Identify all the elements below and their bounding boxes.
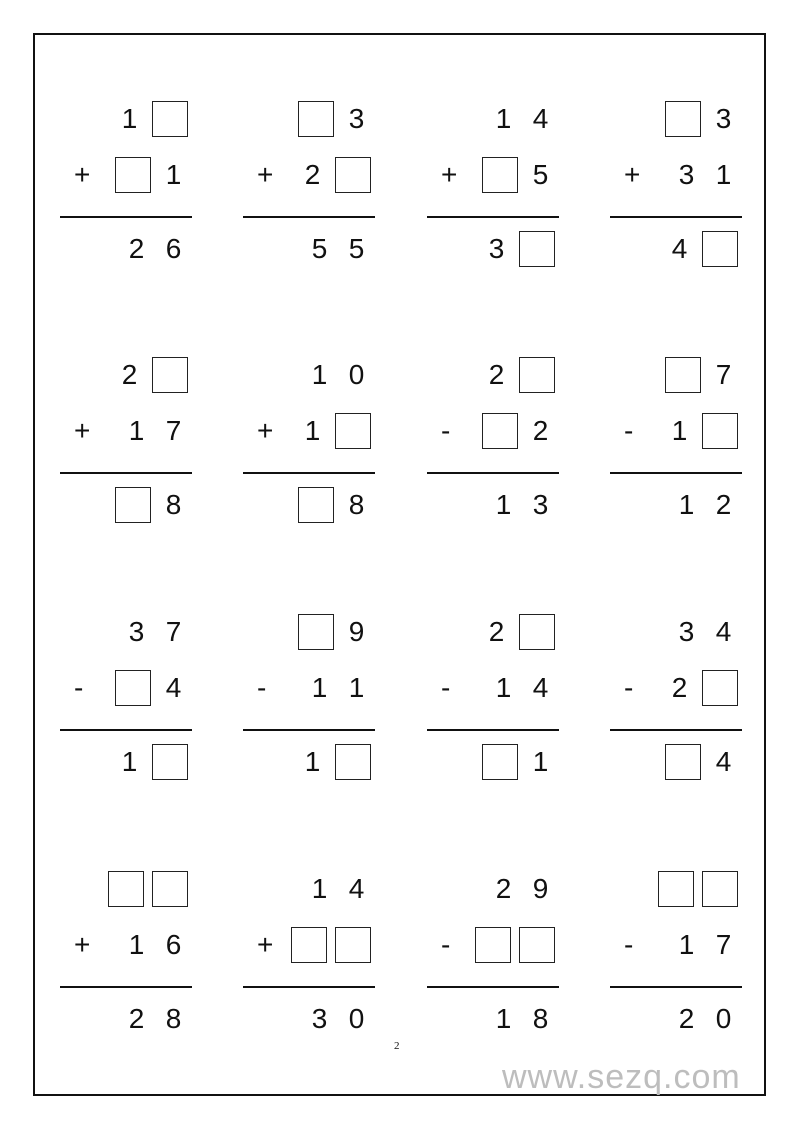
operator-sign: +: [74, 929, 91, 960]
result-number: [610, 486, 742, 524]
digit: 3: [678, 159, 695, 190]
digit: 1: [165, 159, 182, 190]
answer-box[interactable]: [108, 871, 144, 907]
top-number: [610, 870, 742, 908]
answer-box[interactable]: [152, 357, 188, 393]
second-number: [427, 156, 559, 194]
digit: 1: [678, 489, 695, 520]
answer-box[interactable]: [335, 157, 371, 193]
answer-box[interactable]: [519, 231, 555, 267]
answer-box[interactable]: [291, 927, 327, 963]
top-number: [243, 356, 375, 394]
operator-sign: +: [624, 159, 641, 190]
answer-box[interactable]: [702, 670, 738, 706]
sum-line: [427, 472, 559, 474]
second-number: [427, 669, 559, 707]
sum-line: [243, 216, 375, 218]
answer-box[interactable]: [658, 871, 694, 907]
digit: 2: [671, 672, 688, 703]
sum-line: [427, 986, 559, 988]
result-number: [60, 1000, 192, 1038]
result-number: [60, 486, 192, 524]
answer-box[interactable]: [482, 157, 518, 193]
digit: 2: [128, 1003, 145, 1034]
operator-sign: -: [441, 672, 451, 703]
digit: 1: [128, 929, 145, 960]
answer-box[interactable]: [665, 744, 701, 780]
answer-box[interactable]: [335, 744, 371, 780]
digit: 1: [532, 746, 549, 777]
second-number: [243, 156, 375, 194]
result-number: [243, 743, 375, 781]
top-number: [60, 613, 192, 651]
top-number: [610, 356, 742, 394]
digit: 8: [348, 489, 365, 520]
digit: 1: [671, 415, 688, 446]
problem: [427, 100, 559, 270]
problem: [243, 613, 375, 783]
top-number: [60, 100, 192, 138]
problem: [243, 870, 375, 1040]
digit: 3: [311, 1003, 328, 1034]
result-number: [243, 230, 375, 268]
problem: [610, 100, 742, 270]
digit: 1: [304, 746, 321, 777]
answer-box[interactable]: [152, 744, 188, 780]
digit: 4: [532, 672, 549, 703]
problem: [60, 613, 192, 783]
sum-line: [60, 216, 192, 218]
digit: 3: [488, 233, 505, 264]
result-number: [243, 486, 375, 524]
answer-box[interactable]: [115, 487, 151, 523]
digit: 1: [121, 746, 138, 777]
answer-box[interactable]: [115, 670, 151, 706]
sum-line: [610, 729, 742, 731]
digit: 2: [532, 415, 549, 446]
second-number: [243, 412, 375, 450]
operator-sign: +: [257, 415, 274, 446]
digit: 3: [348, 103, 365, 134]
answer-box[interactable]: [335, 927, 371, 963]
problem: [243, 356, 375, 526]
problem: [610, 613, 742, 783]
digit: 1: [495, 489, 512, 520]
answer-box[interactable]: [298, 614, 334, 650]
digit: 1: [348, 672, 365, 703]
digit: 2: [488, 359, 505, 390]
digit: 3: [532, 489, 549, 520]
answer-box[interactable]: [519, 614, 555, 650]
problem: [60, 870, 192, 1040]
digit: 4: [165, 672, 182, 703]
digit: 1: [311, 672, 328, 703]
answer-box[interactable]: [702, 871, 738, 907]
second-number: [427, 412, 559, 450]
digit: 2: [715, 489, 732, 520]
digit: 9: [532, 873, 549, 904]
top-number: [243, 870, 375, 908]
sum-line: [610, 216, 742, 218]
operator-sign: +: [257, 929, 274, 960]
sum-line: [610, 472, 742, 474]
digit: 7: [715, 929, 732, 960]
second-number: [610, 156, 742, 194]
answer-box[interactable]: [152, 871, 188, 907]
answer-box[interactable]: [298, 487, 334, 523]
digit: 2: [678, 1003, 695, 1034]
operator-sign: -: [624, 929, 634, 960]
digit: 7: [165, 415, 182, 446]
top-number: [610, 100, 742, 138]
problem: [427, 870, 559, 1040]
second-number: [427, 926, 559, 964]
digit: 3: [678, 616, 695, 647]
second-number: [610, 926, 742, 964]
digit: 5: [348, 233, 365, 264]
digit: 8: [532, 1003, 549, 1034]
result-number: [60, 743, 192, 781]
problem: [60, 356, 192, 526]
digit: 8: [165, 1003, 182, 1034]
second-number: [60, 412, 192, 450]
second-number: [60, 926, 192, 964]
sum-line: [60, 986, 192, 988]
answer-box[interactable]: [519, 927, 555, 963]
digit: 6: [165, 929, 182, 960]
top-number: [427, 356, 559, 394]
digit: 1: [495, 672, 512, 703]
digit: 1: [128, 415, 145, 446]
digit: 6: [165, 233, 182, 264]
digit: 4: [715, 616, 732, 647]
sum-line: [427, 729, 559, 731]
digit: 1: [495, 1003, 512, 1034]
digit: 5: [532, 159, 549, 190]
digit: 2: [304, 159, 321, 190]
top-number: [60, 870, 192, 908]
digit: 2: [121, 359, 138, 390]
digit: 1: [311, 873, 328, 904]
result-number: [427, 743, 559, 781]
answer-box[interactable]: [298, 101, 334, 137]
problem: [610, 870, 742, 1040]
second-number: [243, 926, 375, 964]
second-number: [60, 669, 192, 707]
digit: 4: [532, 103, 549, 134]
answer-box[interactable]: [519, 357, 555, 393]
digit: 0: [715, 1003, 732, 1034]
operator-sign: -: [441, 929, 451, 960]
digit: 0: [348, 359, 365, 390]
top-number: [60, 356, 192, 394]
top-number: [610, 613, 742, 651]
digit: 2: [495, 873, 512, 904]
answer-box[interactable]: [475, 927, 511, 963]
digit: 7: [165, 616, 182, 647]
answer-box[interactable]: [335, 413, 371, 449]
operator-sign: -: [624, 672, 634, 703]
digit: 1: [715, 159, 732, 190]
digit: 1: [121, 103, 138, 134]
digit: 9: [348, 616, 365, 647]
result-number: [427, 230, 559, 268]
answer-box[interactable]: [482, 744, 518, 780]
sum-line: [60, 729, 192, 731]
digit: 2: [488, 616, 505, 647]
problem: [60, 100, 192, 270]
problem: [243, 100, 375, 270]
result-number: [427, 1000, 559, 1038]
sum-line: [610, 986, 742, 988]
top-number: [243, 613, 375, 651]
operator-sign: +: [257, 159, 274, 190]
answer-box[interactable]: [702, 231, 738, 267]
sum-line: [243, 986, 375, 988]
answer-box[interactable]: [482, 413, 518, 449]
answer-box[interactable]: [115, 157, 151, 193]
second-number: [243, 669, 375, 707]
digit: 5: [311, 233, 328, 264]
operator-sign: +: [74, 415, 91, 446]
second-number: [610, 669, 742, 707]
second-number: [610, 412, 742, 450]
sum-line: [427, 216, 559, 218]
operator-sign: +: [441, 159, 458, 190]
digit: 4: [715, 746, 732, 777]
digit: 1: [311, 359, 328, 390]
digit: 8: [165, 489, 182, 520]
digit: 3: [128, 616, 145, 647]
operator-sign: -: [74, 672, 84, 703]
sum-line: [243, 472, 375, 474]
problem: [610, 356, 742, 526]
answer-box[interactable]: [665, 101, 701, 137]
result-number: [610, 743, 742, 781]
top-number: [427, 613, 559, 651]
digit: 1: [304, 415, 321, 446]
operator-sign: +: [74, 159, 91, 190]
top-number: [427, 100, 559, 138]
result-number: [427, 486, 559, 524]
digit: 4: [348, 873, 365, 904]
digit: 3: [715, 103, 732, 134]
digit: 1: [678, 929, 695, 960]
digit: 7: [715, 359, 732, 390]
digit: 2: [128, 233, 145, 264]
result-number: [243, 1000, 375, 1038]
operator-sign: -: [624, 415, 634, 446]
result-number: [610, 1000, 742, 1038]
digit: 4: [671, 233, 688, 264]
top-number: [427, 870, 559, 908]
digit: 0: [348, 1003, 365, 1034]
answer-box[interactable]: [665, 357, 701, 393]
result-number: [60, 230, 192, 268]
operator-sign: -: [257, 672, 267, 703]
watermark: www.sezq.com: [502, 1058, 741, 1096]
top-number: [243, 100, 375, 138]
answer-box[interactable]: [702, 413, 738, 449]
operator-sign: -: [441, 415, 451, 446]
problem: [427, 613, 559, 783]
problem: [427, 356, 559, 526]
sum-line: [60, 472, 192, 474]
sum-line: [243, 729, 375, 731]
answer-box[interactable]: [152, 101, 188, 137]
page-number: 2: [394, 1040, 400, 1052]
result-number: [610, 230, 742, 268]
second-number: [60, 156, 192, 194]
digit: 1: [495, 103, 512, 134]
